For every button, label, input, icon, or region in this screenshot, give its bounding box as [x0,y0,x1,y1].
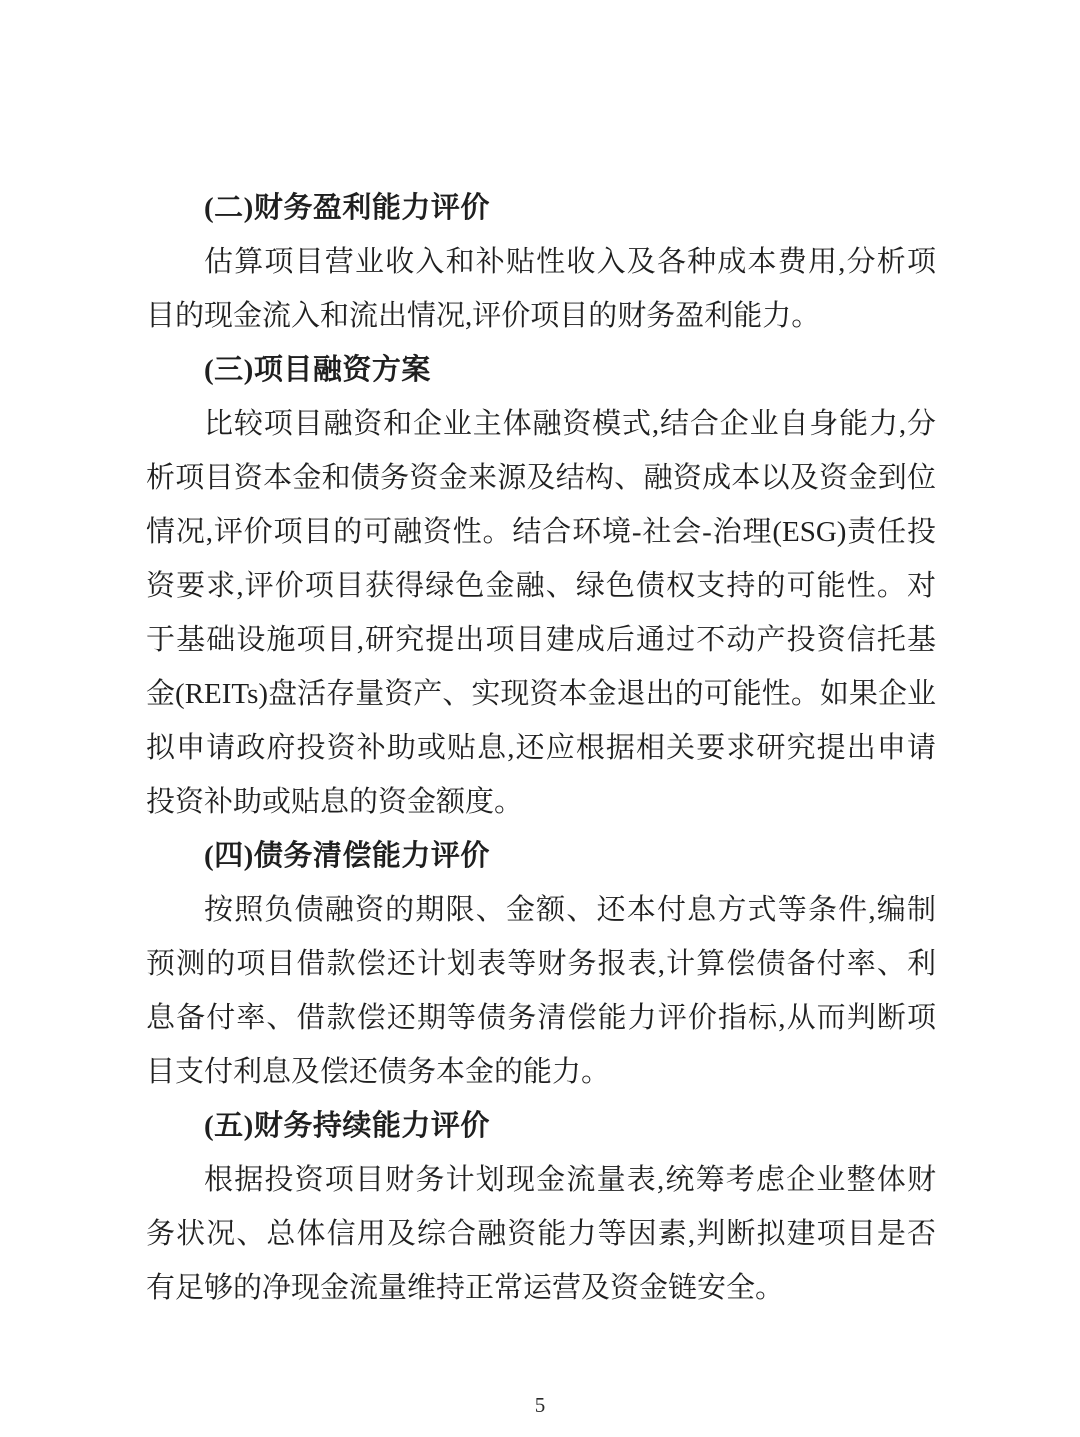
page-number: 5 [534,1393,546,1417]
section-body-project-financing-plan: 比较项目融资和企业主体融资模式,结合企业自身能力,分析项目资本金和债务资金来源及结构、融资成本以及资金到位情况,评价项目的可融资性。结合环境-社会-治理(ESG)责任投资要求,评价项目获得绿色金融、绿色债权支持的可能性。对于基础设施项目,研究提出项目建成后通过不动产投资信托基金(REITs)盘活存量资产、实现资本金退出的可能性。如果企业拟申请政府投资补助或贴息,还应根据相关要求研究提出申请投资补助或贴息的资金额度。 [146,408,936,818]
section-body-financial-profitability: 估算项目营业收入和补贴性收入及各种成本费用,分析项目的现金流入和流出情况,评价项目的财务盈利能力。 [146,246,936,332]
document-content [146,181,936,1315]
section-heading-financial-sustainability: (五)财务持续能力评价 [204,1110,490,1142]
section-body-debt-repayment-capacity: 按照负债融资的期限、金额、还本付息方式等条件,编制预测的项目借款偿还计划表等财务报表,计算偿债备付率、利息备付率、借款偿还期等债务清偿能力评价指标,从而判断项目支付利息及偿还债务本金的能力。 [146,894,936,1088]
section-heading-project-financing-plan: (三)项目融资方案 [204,354,431,386]
section-heading-debt-repayment-capacity: (四)债务清偿能力评价 [204,840,490,872]
section-heading-financial-profitability: (二)财务盈利能力评价 [204,192,490,224]
section-body-financial-sustainability: 根据投资项目财务计划现金流量表,统筹考虑企业整体财务状况、总体信用及综合融资能力等因素,判断拟建项目是否有足够的净现金流量维持正常运营及资金链安全。 [146,1164,936,1304]
